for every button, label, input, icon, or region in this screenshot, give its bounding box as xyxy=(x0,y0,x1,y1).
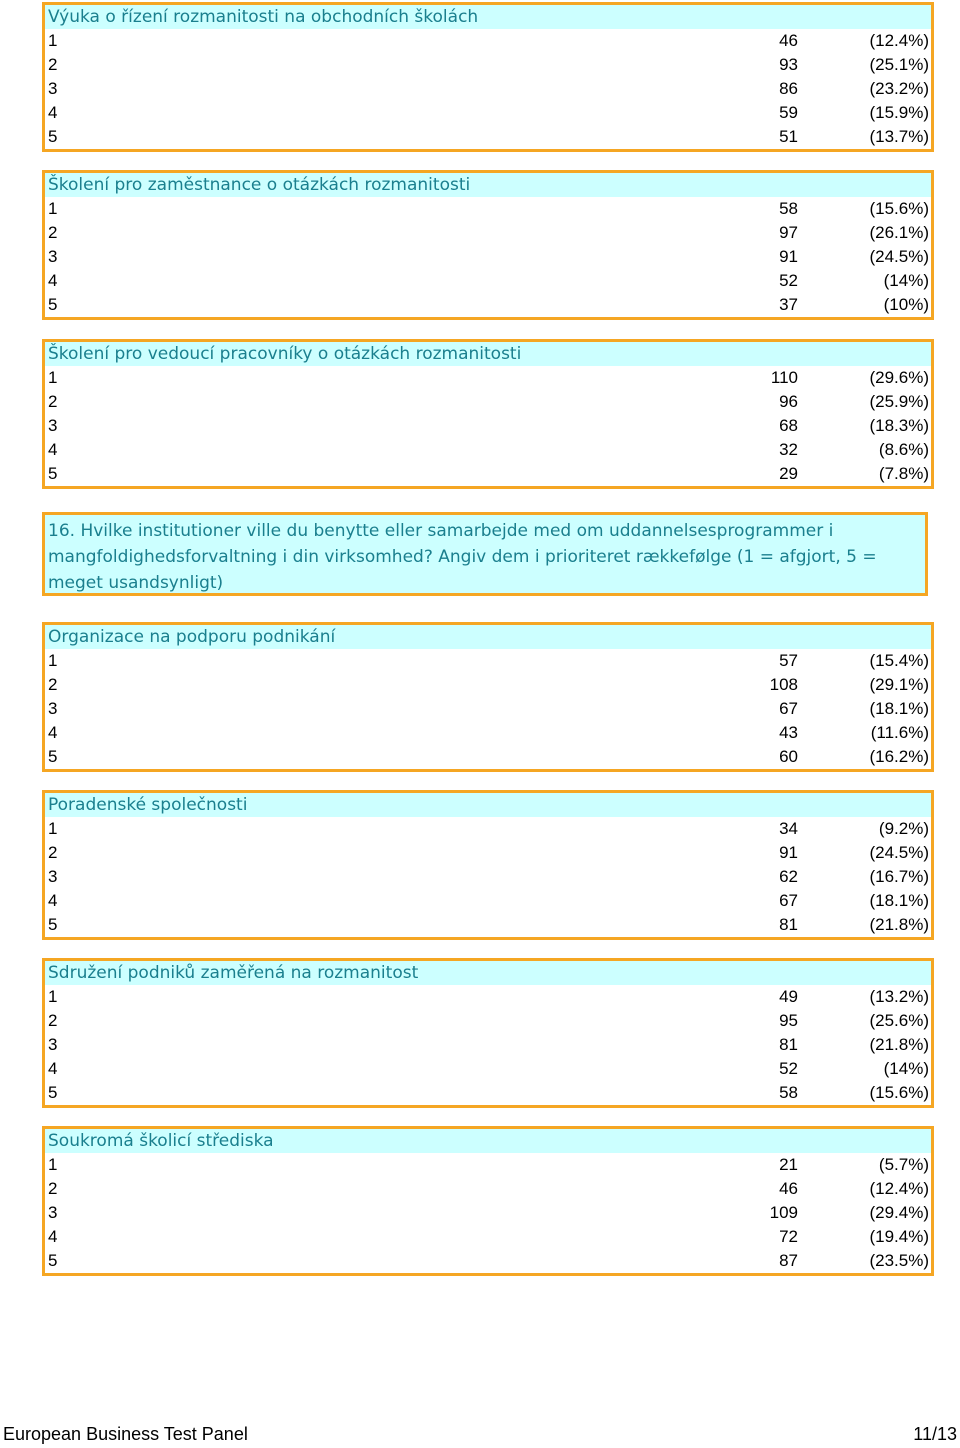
table-row xyxy=(45,293,931,317)
rank-value: 2 xyxy=(48,843,58,862)
table-row xyxy=(45,1153,931,1177)
percent-value: (13.7%) xyxy=(869,127,929,146)
count-value: 52 xyxy=(779,271,798,290)
percent-value: (26.1%) xyxy=(869,223,929,242)
percent-value: (16.7%) xyxy=(869,867,929,886)
count-value: 108 xyxy=(769,675,798,694)
percent-value: (25.9%) xyxy=(869,392,929,411)
table-row xyxy=(45,77,931,101)
count-value: 46 xyxy=(779,1179,798,1198)
percent-value: (29.4%) xyxy=(869,1203,929,1222)
percent-value: (14%) xyxy=(883,1059,929,1078)
rank-value: 4 xyxy=(48,891,58,910)
result-table xyxy=(42,622,934,772)
rank-value: 1 xyxy=(48,1155,58,1174)
rank-value: 2 xyxy=(48,55,58,74)
percent-value: (18.1%) xyxy=(869,699,929,718)
percent-value: (15.4%) xyxy=(869,651,929,670)
result-table xyxy=(42,339,934,489)
table-row xyxy=(45,889,931,913)
section-title: Školení pro vedoucí pracovníky o otázkách rozmanitosti xyxy=(45,342,931,366)
count-value: 62 xyxy=(779,867,798,886)
rank-value: 5 xyxy=(48,1251,58,1270)
count-value: 91 xyxy=(779,247,798,266)
rank-value: 5 xyxy=(48,747,58,766)
percent-value: (21.8%) xyxy=(869,1035,929,1054)
section-title: Soukromá školicí střediska xyxy=(45,1129,931,1153)
result-table xyxy=(42,958,934,1108)
table-row xyxy=(45,462,931,486)
table-row xyxy=(45,414,931,438)
percent-value: (23.2%) xyxy=(869,79,929,98)
table-row xyxy=(45,101,931,125)
percent-value: (16.2%) xyxy=(869,747,929,766)
rank-value: 5 xyxy=(48,127,58,146)
question-text: 16. Hvilke institutioner ville du benytte eller samarbejde med om uddannelsesprogrammer i mangfoldighedsforvaltning i din virksomhed? Angiv dem i prioriteret rækkefølge (1 = afgjort, 5 = meget usandsynligt) xyxy=(42,512,928,596)
rank-value: 4 xyxy=(48,440,58,459)
section-title: Poradenské společnosti xyxy=(45,793,931,817)
section-title: Organizace na podporu podnikání xyxy=(45,625,931,649)
percent-value: (21.8%) xyxy=(869,915,929,934)
rank-value: 4 xyxy=(48,271,58,290)
rank-value: 2 xyxy=(48,675,58,694)
rank-value: 2 xyxy=(48,1011,58,1030)
table-row xyxy=(45,125,931,149)
table-row xyxy=(45,53,931,77)
count-value: 58 xyxy=(779,1083,798,1102)
count-value: 96 xyxy=(779,392,798,411)
percent-value: (11.6%) xyxy=(870,723,929,742)
rank-value: 4 xyxy=(48,1227,58,1246)
table-row xyxy=(45,366,931,390)
rank-value: 1 xyxy=(48,199,58,218)
rank-value: 1 xyxy=(48,987,58,1006)
rank-value: 3 xyxy=(48,247,58,266)
result-table xyxy=(42,1126,934,1276)
count-value: 46 xyxy=(779,31,798,50)
percent-value: (5.7%) xyxy=(878,1155,929,1174)
count-value: 32 xyxy=(779,440,798,459)
table-row xyxy=(45,29,931,53)
section-title: Sdružení podniků zaměřená na rozmanitost xyxy=(45,961,931,985)
rank-value: 1 xyxy=(48,819,58,838)
percent-value: (7.8%) xyxy=(878,464,929,483)
result-table xyxy=(42,170,934,320)
count-value: 34 xyxy=(779,819,798,838)
rank-value: 3 xyxy=(48,79,58,98)
percent-value: (14%) xyxy=(883,271,929,290)
count-value: 81 xyxy=(779,1035,798,1054)
count-value: 86 xyxy=(779,79,798,98)
percent-value: (8.6%) xyxy=(878,440,929,459)
rank-value: 1 xyxy=(48,31,58,50)
table-row xyxy=(45,673,931,697)
percent-value: (25.6%) xyxy=(869,1011,929,1030)
table-row xyxy=(45,1201,931,1225)
table-row xyxy=(45,697,931,721)
rank-value: 5 xyxy=(48,915,58,934)
section-title: Výuka o řízení rozmanitosti na obchodních školách xyxy=(45,5,931,29)
percent-value: (29.6%) xyxy=(869,368,929,387)
count-value: 49 xyxy=(779,987,798,1006)
rank-value: 3 xyxy=(48,1203,58,1222)
percent-value: (18.3%) xyxy=(869,416,929,435)
count-value: 43 xyxy=(779,723,798,742)
percent-value: (24.5%) xyxy=(869,843,929,862)
rank-value: 3 xyxy=(48,416,58,435)
table-row xyxy=(45,913,931,937)
percent-value: (29.1%) xyxy=(869,675,929,694)
percent-value: (10%) xyxy=(883,295,929,314)
percent-value: (9.2%) xyxy=(878,819,929,838)
table-row xyxy=(45,269,931,293)
count-value: 72 xyxy=(779,1227,798,1246)
count-value: 91 xyxy=(779,843,798,862)
rank-value: 1 xyxy=(48,368,58,387)
table-row xyxy=(45,649,931,673)
table-row xyxy=(45,1081,931,1105)
table-row xyxy=(45,721,931,745)
count-value: 37 xyxy=(779,295,798,314)
percent-value: (12.4%) xyxy=(869,1179,929,1198)
rank-value: 5 xyxy=(48,295,58,314)
table-row xyxy=(45,390,931,414)
percent-value: (25.1%) xyxy=(869,55,929,74)
count-value: 93 xyxy=(779,55,798,74)
percent-value: (13.2%) xyxy=(869,987,929,1006)
percent-value: (12.4%) xyxy=(869,31,929,50)
rank-value: 1 xyxy=(48,651,58,670)
count-value: 110 xyxy=(770,368,798,387)
count-value: 95 xyxy=(779,1011,798,1030)
percent-value: (15.6%) xyxy=(869,1083,929,1102)
table-row xyxy=(45,438,931,462)
rank-value: 4 xyxy=(48,103,58,122)
count-value: 21 xyxy=(779,1155,798,1174)
table-row xyxy=(45,841,931,865)
percent-value: (18.1%) xyxy=(869,891,929,910)
section-title: Školení pro zaměstnance o otázkách rozmanitosti xyxy=(45,173,931,197)
count-value: 67 xyxy=(779,891,798,910)
count-value: 97 xyxy=(779,223,798,242)
rank-value: 4 xyxy=(48,1059,58,1078)
result-table xyxy=(42,790,934,940)
count-value: 81 xyxy=(779,915,798,934)
percent-value: (15.9%) xyxy=(869,103,929,122)
page-footer xyxy=(3,1422,957,1446)
percent-value: (15.6%) xyxy=(869,199,929,218)
table-row xyxy=(45,245,931,269)
table-row xyxy=(45,817,931,841)
rank-value: 2 xyxy=(48,223,58,242)
percent-value: (24.5%) xyxy=(869,247,929,266)
count-value: 59 xyxy=(779,103,798,122)
table-row xyxy=(45,221,931,245)
count-value: 87 xyxy=(779,1251,798,1270)
table-row xyxy=(45,745,931,769)
percent-value: (19.4%) xyxy=(869,1227,929,1246)
table-row xyxy=(45,1249,931,1273)
rank-value: 5 xyxy=(48,1083,58,1102)
count-value: 57 xyxy=(779,651,798,670)
table-row xyxy=(45,1009,931,1033)
page-number: 11/13 xyxy=(913,1424,957,1444)
rank-value: 3 xyxy=(48,867,58,886)
count-value: 109 xyxy=(769,1203,798,1222)
rank-value: 2 xyxy=(48,1179,58,1198)
count-value: 60 xyxy=(779,747,798,766)
result-table xyxy=(42,2,934,152)
table-row xyxy=(45,197,931,221)
rank-value: 4 xyxy=(48,723,58,742)
percent-value: (23.5%) xyxy=(869,1251,929,1270)
table-row xyxy=(45,1225,931,1249)
count-value: 58 xyxy=(779,199,798,218)
table-row xyxy=(45,1057,931,1081)
table-row xyxy=(45,1033,931,1057)
rank-value: 2 xyxy=(48,392,58,411)
rank-value: 3 xyxy=(48,1035,58,1054)
table-row xyxy=(45,985,931,1009)
count-value: 51 xyxy=(779,127,798,146)
count-value: 52 xyxy=(779,1059,798,1078)
rank-value: 3 xyxy=(48,699,58,718)
count-value: 67 xyxy=(779,699,798,718)
table-row xyxy=(45,1177,931,1201)
count-value: 68 xyxy=(779,416,798,435)
count-value: 29 xyxy=(779,464,798,483)
table-row xyxy=(45,865,931,889)
footer-title: European Business Test Panel xyxy=(3,1424,248,1444)
rank-value: 5 xyxy=(48,464,58,483)
